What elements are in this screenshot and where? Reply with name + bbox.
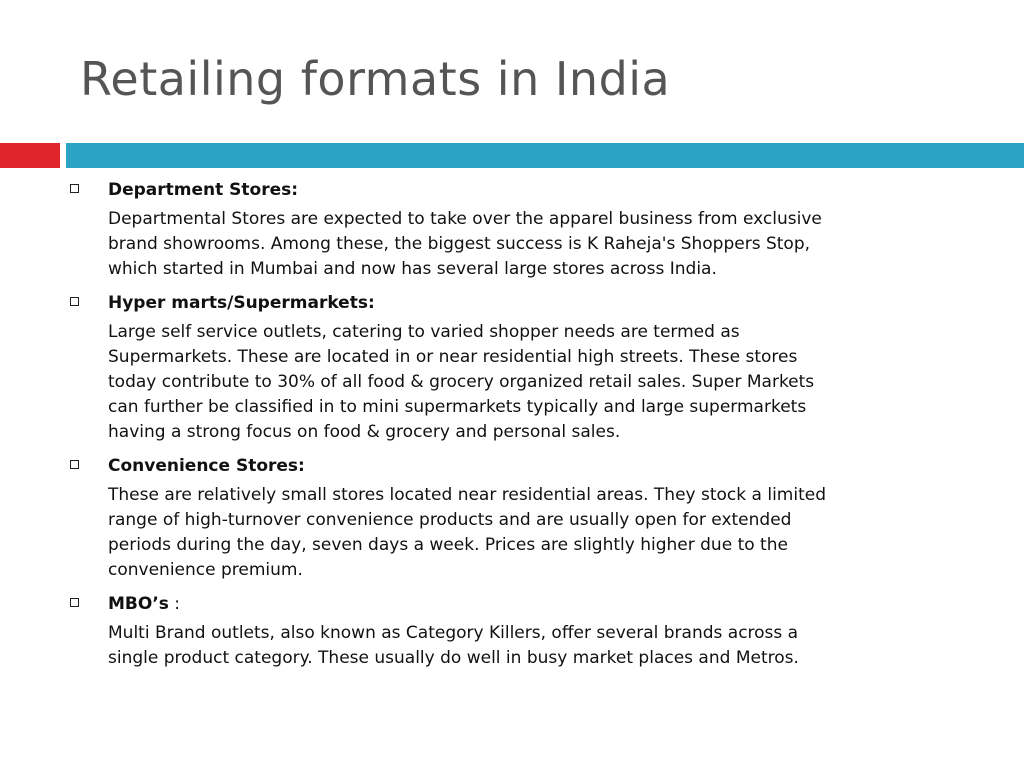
bullet-list [0,178,1024,671]
square-bullet-icon [70,184,79,193]
square-bullet-icon [70,297,79,306]
accent-bar-red [0,143,60,168]
list-item [0,291,1024,445]
slide-title: Retailing formats in India [80,52,671,106]
item-heading: Hyper marts/Supermarkets: [108,293,375,313]
item-heading: Department Stores: [108,180,299,200]
list-item [0,178,1024,282]
item-heading: Convenience Stores: [108,456,305,476]
square-bullet-icon [70,598,79,607]
item-description: Large self service outlets, catering to varied shopper needs are termed as Supermarkets. These are located in or near residential high streets. These stores today contribute to 30% of all food & grocery organized retail sales. Super Markets can further be classified in to mini supermarkets typically and large supermarkets having a strong focus on food & grocery and personal sales. [108,322,815,442]
item-description: These are relatively small stores located near residential areas. They stock a limited range of high-turnover convenience products and are usually open for extended periods during the day, seven days a week. Prices are slightly higher due to the convenience premium. [108,485,826,580]
item-heading: MBO’s : [108,594,181,614]
square-bullet-icon [70,460,79,469]
list-item [0,592,1024,671]
item-description: Departmental Stores are expected to take over the apparel business from exclusive brand showrooms. Among these, the biggest success is K Raheja's Shoppers Stop, which started in Mumbai and now has several large stores across India. [108,209,822,279]
accent-bar-blue [66,143,1024,168]
list-item [0,454,1024,583]
item-description: Multi Brand outlets, also known as Category Killers, offer several brands across a single product category. These usually do well in busy market places and Metros. [108,623,799,668]
